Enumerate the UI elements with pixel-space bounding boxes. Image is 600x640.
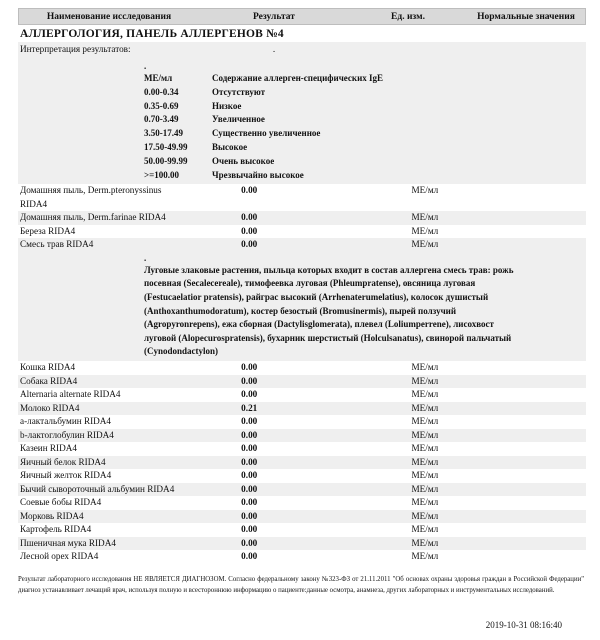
test-name: Бычий сывороточный альбумин RIDA4 [20, 483, 175, 494]
lab-report [18, 8, 586, 596]
table-row [18, 184, 586, 211]
interpretation-block [18, 42, 586, 184]
scale-header-desc: Содержание аллерген-специфических IgE [212, 73, 384, 83]
results-bottom [18, 361, 586, 564]
scale-range: 3.50-17.49 [144, 128, 183, 139]
interpretation-scale [144, 72, 586, 182]
test-result: 0.00 [241, 537, 258, 548]
test-units: МЕ/мл [411, 456, 439, 467]
header-name: Наименование исследования [46, 11, 172, 22]
grass-note-text: Луговые злаковые растения, пыльца которых входит в состав аллергена смесь трав: рожь посевная (Secalecereale), тимофеевка луговая (Phleumpratense), овсяница луговая (Festucaelatior pratensis), райграс высокий (Arrhenaterumelatius), колосок душистый (Anthoxanthumodoratum), костер безостый (Bromusinermis), пырей ползучий (Agropyronrepens), ежа сборная (Dactylisglomerata), плевел (Loliumperrene), лисохвост луговой (Alopecurospratensis), бухарник шерстистый (Holculsanatus), свинорой пальчатый (Cynodondactylon) [144, 264, 514, 357]
test-units: МЕ/мл [411, 185, 439, 196]
results-top [18, 184, 586, 252]
test-units: МЕ/мл [411, 551, 439, 562]
table-row [18, 456, 586, 470]
scale-range: >=100.00 [144, 169, 180, 180]
scale-dot: . [144, 61, 147, 71]
interpretation-label: Интерпретация результатов: [20, 44, 131, 54]
test-result: 0.00 [241, 185, 258, 196]
grass-note [18, 252, 586, 361]
scale-desc: Существенно увеличенное [212, 128, 321, 139]
test-units: МЕ/мл [411, 239, 439, 250]
test-result: 0.00 [241, 443, 258, 454]
test-result: 0.00 [241, 389, 258, 400]
test-units: МЕ/мл [411, 225, 439, 236]
table-row [18, 388, 586, 402]
test-units: МЕ/мл [411, 524, 439, 535]
scale-range: 0.35-0.69 [144, 100, 179, 111]
test-name: Яичный белок RIDA4 [20, 456, 106, 467]
table-row [18, 402, 586, 416]
test-units: МЕ/мл [411, 429, 439, 440]
test-name: Береза RIDA4 [20, 225, 76, 236]
test-result: 0.00 [241, 551, 258, 562]
test-name: а-лактальбумин RIDA4 [20, 416, 111, 427]
table-row [18, 442, 586, 456]
test-units: МЕ/мл [411, 537, 439, 548]
test-result: 0.00 [241, 524, 258, 535]
panel-title: АЛЛЕРГОЛОГИЯ, ПАНЕЛЬ АЛЛЕРГЕНОВ №4 [20, 28, 284, 40]
test-name: Alternaria alternate RIDA4 [20, 389, 121, 400]
table-row [18, 510, 586, 524]
test-units: МЕ/мл [411, 389, 439, 400]
test-name: Кошка RIDA4 [20, 362, 76, 373]
table-row [18, 483, 586, 497]
test-name: Казеин RIDA4 [20, 443, 77, 454]
scale-range: 0.70-3.49 [144, 114, 179, 125]
test-name: Картофель RIDA4 [20, 524, 92, 535]
test-units: МЕ/мл [411, 402, 439, 413]
test-name: Лесной орех RIDA4 [20, 551, 99, 562]
test-name: Яичный желток RIDA4 [20, 470, 112, 481]
test-units: МЕ/мл [411, 470, 439, 481]
table-row [18, 361, 586, 375]
test-name: Домашняя пыль, Derm.pteronyssinus RIDA4 [20, 185, 162, 209]
test-name: Смесь трав RIDA4 [20, 239, 94, 250]
table-row [18, 537, 586, 551]
test-result: 0.00 [241, 375, 258, 386]
scale-desc: Высокое [212, 141, 248, 152]
test-result: 0.00 [241, 416, 258, 427]
test-result: 0.00 [241, 497, 258, 508]
table-row [18, 469, 586, 483]
table-row [18, 225, 586, 239]
test-units: МЕ/мл [411, 212, 439, 223]
test-name: Морковь RIDA4 [20, 510, 84, 521]
test-result: 0.00 [241, 429, 258, 440]
scale-desc: Очень высокое [212, 155, 275, 166]
grass-note-dot: . [144, 252, 147, 263]
table-row [18, 429, 586, 443]
scale-row [144, 86, 586, 100]
report-datetime: 2019-10-31 08:16:40 [485, 620, 562, 630]
scale-row [144, 100, 586, 114]
test-units: МЕ/мл [411, 483, 439, 494]
interpretation-dot: . [272, 44, 276, 54]
test-result: 0.21 [241, 402, 258, 413]
table-row [18, 415, 586, 429]
test-result: 0.00 [241, 362, 258, 373]
scale-header [144, 72, 586, 86]
scale-range: 50.00-99.99 [144, 155, 188, 166]
scale-desc: Чрезвычайно высокое [212, 169, 304, 180]
test-name: b-лактоглобулин RIDA4 [20, 429, 114, 440]
test-result: 0.00 [241, 470, 258, 481]
test-result: 0.00 [241, 510, 258, 521]
test-units: МЕ/мл [411, 362, 439, 373]
test-name: Соевые бобы RIDA4 [20, 497, 102, 508]
table-row [18, 375, 586, 389]
test-result: 0.00 [241, 483, 258, 494]
test-units: МЕ/мл [411, 510, 439, 521]
test-units: МЕ/мл [411, 375, 439, 386]
scale-list [144, 86, 586, 183]
scale-desc: Низкое [212, 100, 242, 111]
scale-row [144, 155, 586, 169]
test-units: МЕ/мл [411, 497, 439, 508]
scale-row [144, 127, 586, 141]
scale-row [144, 113, 586, 127]
table-row [18, 550, 586, 564]
scale-range: 17.50-49.99 [144, 141, 188, 152]
table-header [18, 8, 586, 25]
header-result: Результат [253, 11, 295, 22]
test-name: Молоко RIDA4 [20, 402, 80, 413]
table-row [18, 238, 586, 252]
scale-desc: Отсутствуют [212, 86, 266, 97]
header-norm: Нормальные значения [477, 11, 575, 22]
test-units: МЕ/мл [411, 416, 439, 427]
disclaimer: Результат лабораторного исследования НЕ ЯВЛЯЕТСЯ ДИАГНОЗОМ. Согласно федеральному закону №323-ФЗ от 21.11.2011 "Об основах охраны здоровья граждан в Российской Федерации" диагноз устанавливает лечащий врач, используя полную и всестороннюю информацию о пациенте:данные осмотра, анамнеза, других лабораторных и инструментальных исследований. [18, 575, 584, 594]
scale-row [144, 141, 586, 155]
scale-row [144, 169, 586, 183]
header-units: Ед. изм. [391, 11, 425, 22]
test-result: 0.00 [241, 456, 258, 467]
table-row [18, 496, 586, 510]
test-result: 0.00 [241, 225, 258, 236]
scale-desc: Увеличенное [212, 114, 265, 125]
test-name: Пшеничная мука RIDA4 [20, 537, 116, 548]
scale-range: 0.00-0.34 [144, 86, 179, 97]
table-row [18, 523, 586, 537]
test-result: 0.00 [241, 212, 258, 223]
test-name: Собака RIDA4 [20, 375, 78, 386]
table-row [18, 211, 586, 225]
test-name: Домашняя пыль, Derm.farinae RIDA4 [20, 212, 166, 223]
test-result: 0.00 [241, 239, 258, 250]
scale-header-range: МЕ/мл [144, 73, 173, 83]
test-units: МЕ/мл [411, 443, 439, 454]
